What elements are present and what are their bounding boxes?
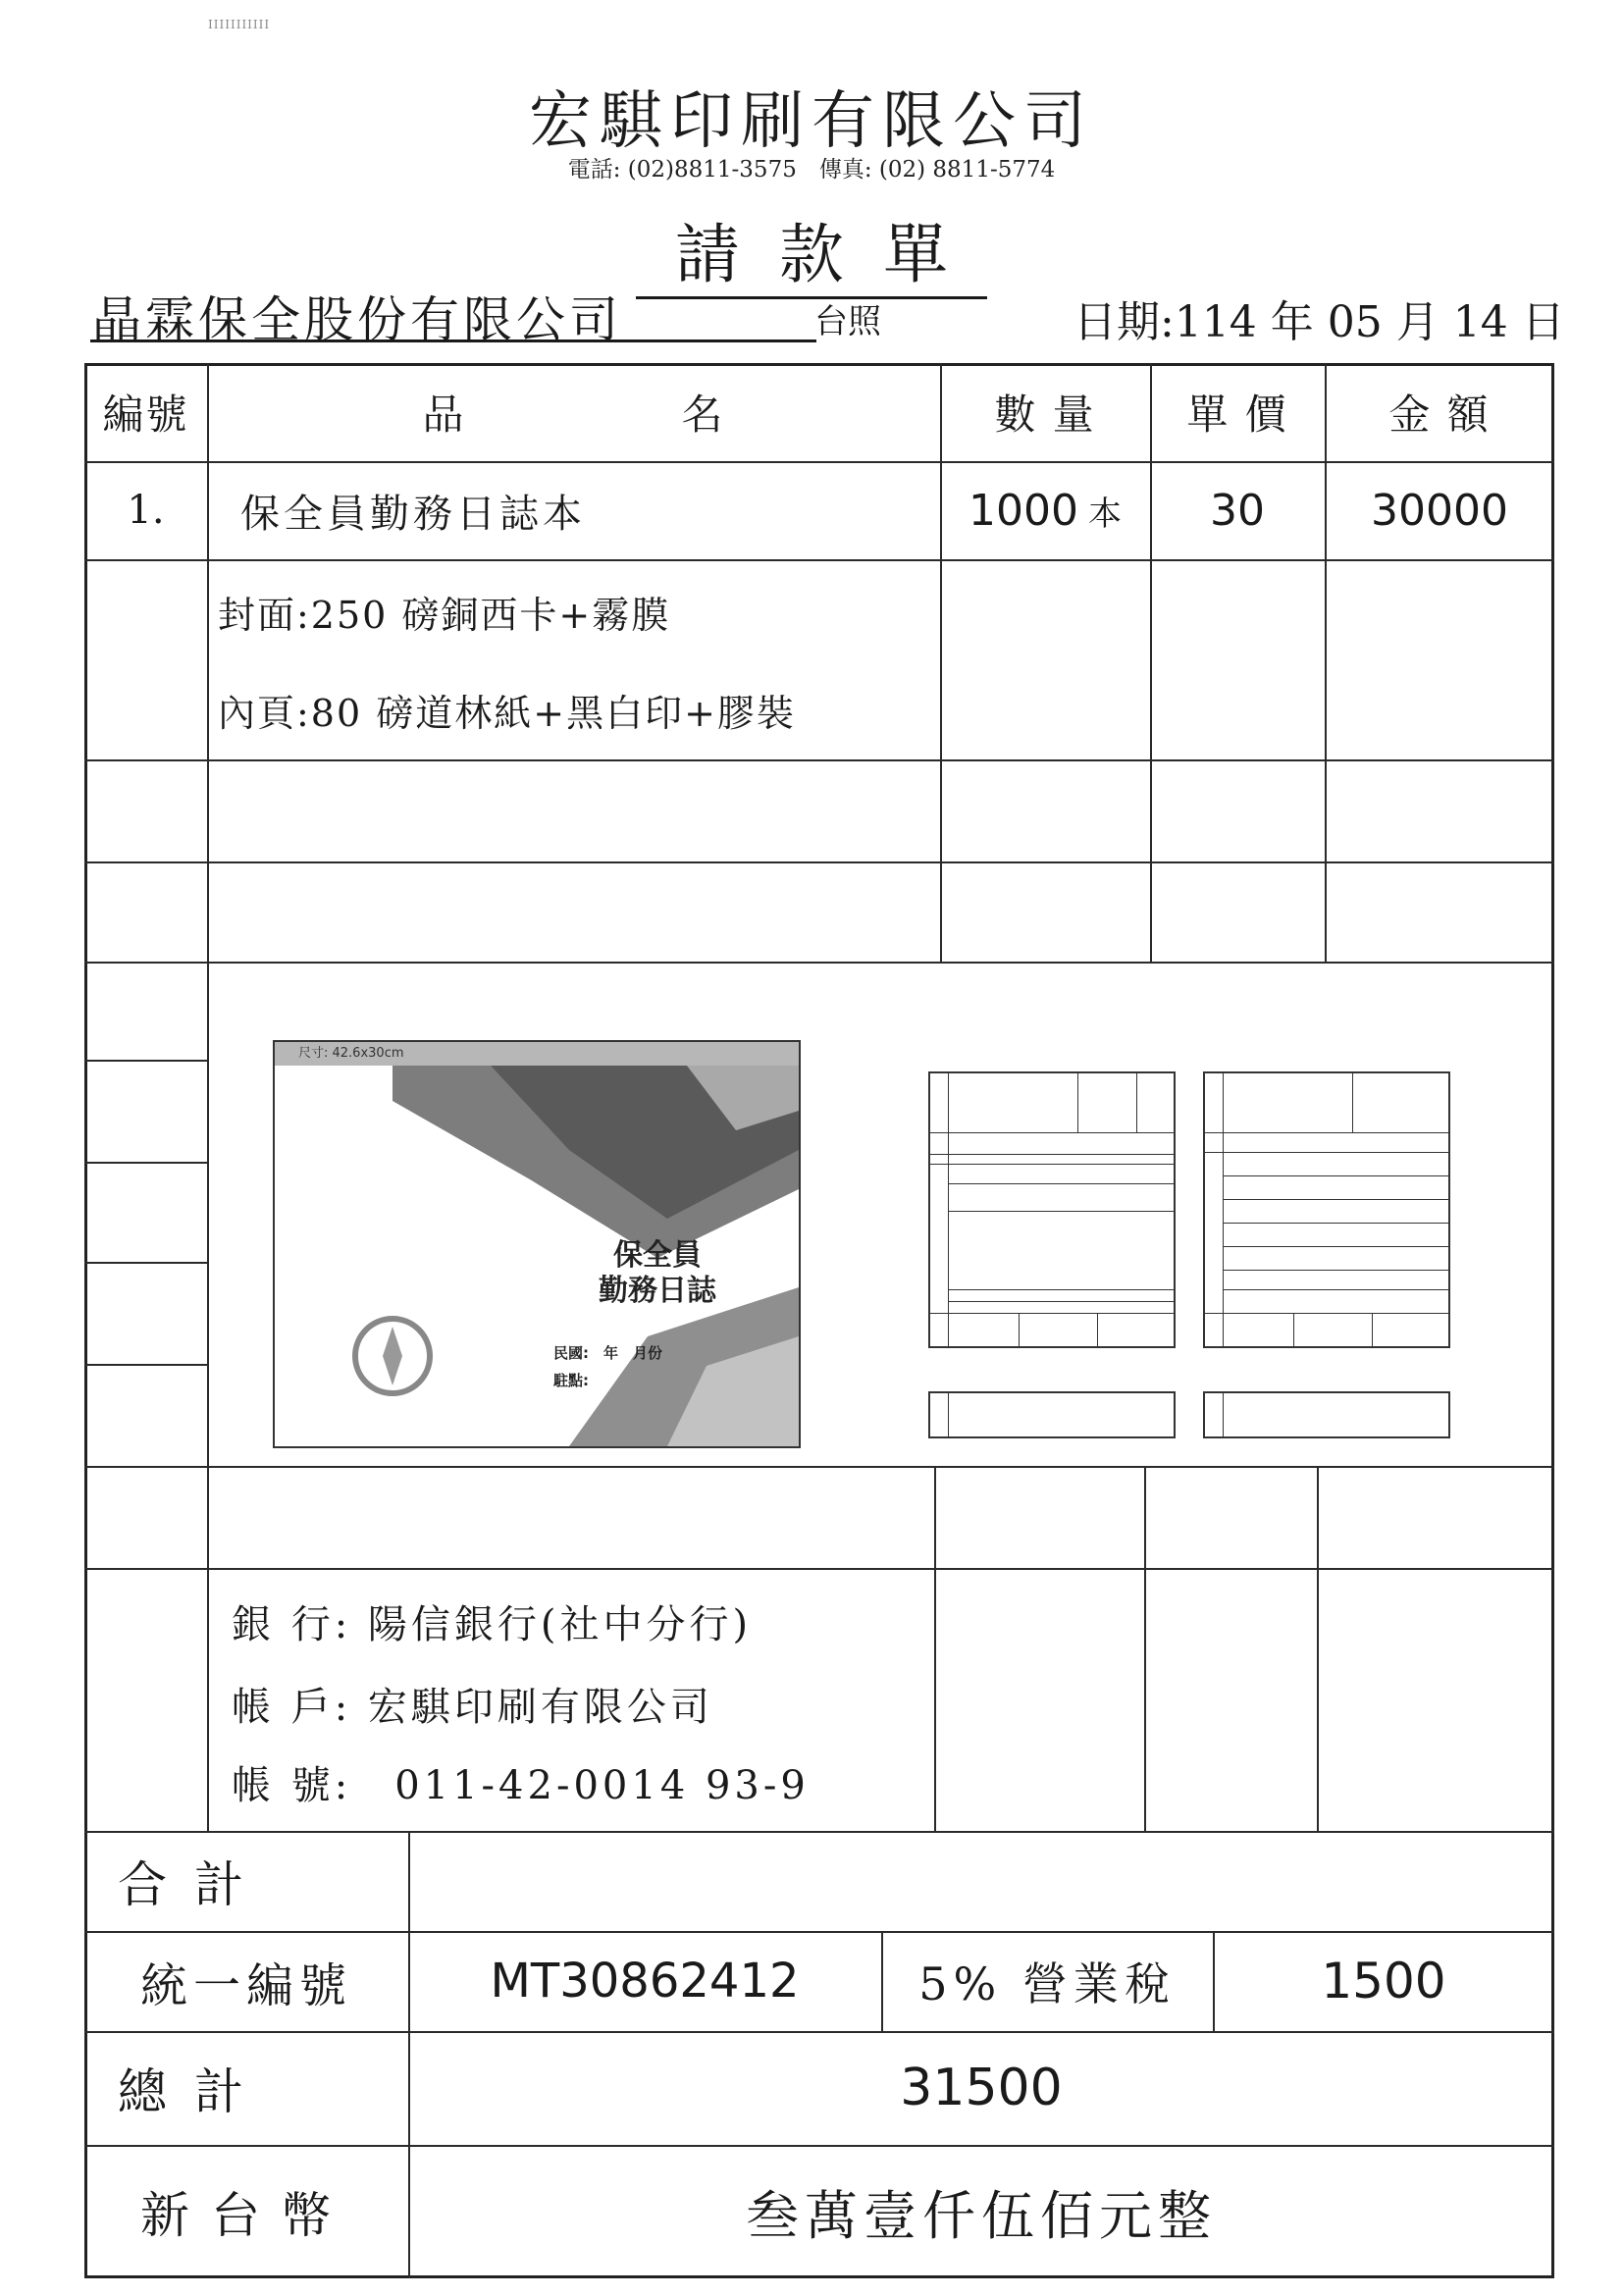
customer-underline	[90, 339, 816, 342]
form-rule	[948, 1183, 1174, 1184]
item-qty-cell	[940, 461, 1150, 559]
spec-inner: 內頁:80 磅道林紙+黑白印+膠裝	[218, 692, 796, 735]
subtotal-label: 合計	[118, 1856, 271, 1913]
form-rule	[1223, 1073, 1224, 1346]
col-header-qty: 數 量	[994, 391, 1096, 439]
col-line	[1317, 1466, 1319, 1831]
company-contact: 電話: (02)8811-3575 傳真: (02) 8811-5774	[567, 157, 1056, 183]
item-no: 1.	[127, 488, 165, 533]
form-rule	[1293, 1313, 1294, 1346]
form-rule	[1352, 1073, 1353, 1132]
cover-title	[599, 1238, 716, 1309]
form-rule	[948, 1211, 1174, 1212]
form-preview-page-1	[928, 1071, 1176, 1348]
item-name: 保全員勤務日誌本	[240, 491, 586, 537]
row-line	[84, 1262, 207, 1264]
item-amount: 30000	[1371, 485, 1508, 536]
form-preview-page-2	[1203, 1071, 1450, 1348]
total-amount: 31500	[900, 2059, 1063, 2117]
col-line	[1144, 1466, 1146, 1831]
scan-mark: IIIIIIIIIII	[208, 18, 271, 31]
row-line	[84, 759, 1554, 761]
form-rule	[1205, 1152, 1448, 1153]
form-rule	[930, 1313, 1174, 1314]
row-line	[84, 861, 1554, 863]
document-title-text: 請款單	[636, 217, 987, 299]
bank-account-name: 帳 戶: 宏騏印刷有限公司	[232, 1685, 713, 1730]
row-line	[84, 962, 1554, 964]
col-header-amount: 金 額	[1388, 391, 1491, 439]
invoice-date: 日期:114 年 05 月 14 日	[1073, 297, 1565, 347]
form-rule	[948, 1301, 1174, 1302]
form-rule	[1077, 1073, 1078, 1132]
form-rule	[1097, 1313, 1098, 1346]
form-preview-page-2-notes	[1203, 1391, 1450, 1438]
col-header-name: 品 名	[422, 391, 725, 439]
row-line	[84, 1466, 1554, 1468]
row-line	[84, 559, 1554, 561]
customer-suffix: 台照	[814, 302, 881, 341]
form-rule	[1223, 1393, 1224, 1436]
cover-graphic	[275, 1042, 799, 1446]
form-rule	[1223, 1175, 1448, 1176]
row-line	[84, 1060, 207, 1062]
form-rule	[1205, 1132, 1448, 1133]
business-tax-label: 5% 營業稅	[918, 1957, 1176, 2010]
form-rule	[1223, 1199, 1448, 1200]
form-rule	[930, 1164, 1174, 1165]
total-label: 總計	[118, 2063, 271, 2120]
form-rule	[948, 1393, 949, 1436]
form-rule	[1019, 1313, 1020, 1346]
form-rule	[1223, 1246, 1448, 1247]
form-rule	[1223, 1289, 1448, 1290]
row-line	[84, 1162, 207, 1164]
col-header-no: 編號	[102, 391, 189, 439]
item-qty: 1000	[969, 485, 1078, 536]
row-line	[84, 1568, 1554, 1570]
company-name: 宏騏印刷有限公司	[529, 85, 1094, 158]
cover-title-line-1: 保全員	[613, 1238, 702, 1273]
cover-preview-image	[273, 1040, 801, 1448]
tax-id-label: 統一編號	[139, 1957, 352, 2013]
col-header-unit-price: 單 價	[1186, 391, 1288, 439]
bank-name: 銀 行: 陽信銀行(社中分行)	[232, 1602, 753, 1647]
row-line	[84, 1364, 207, 1366]
cover-size-note: 尺寸: 42.6x30cm	[275, 1042, 799, 1066]
col-line	[934, 1466, 936, 1831]
bank-account-number: 帳 號: 011-42-0014 93-9	[232, 1763, 810, 1808]
form-rule	[1223, 1223, 1448, 1224]
form-preview-page-1-notes	[928, 1391, 1176, 1438]
form-rule	[1372, 1313, 1373, 1346]
form-rule	[930, 1154, 1174, 1155]
cover-station: 駐點:	[553, 1372, 589, 1389]
form-rule	[1223, 1270, 1448, 1271]
cover-title-line-2: 勤務日誌	[599, 1274, 716, 1308]
business-tax-amount: 1500	[1321, 1953, 1446, 2009]
form-rule	[1205, 1313, 1448, 1314]
form-rule	[1136, 1073, 1137, 1132]
tax-id-value: MT30862412	[490, 1954, 800, 2009]
col-line	[207, 363, 209, 1831]
form-rule	[930, 1132, 1174, 1133]
customer-name: 晶霖保全股份有限公司	[92, 291, 622, 348]
spec-cover: 封面:250 磅銅西卡+霧膜	[218, 594, 671, 637]
form-rule	[948, 1289, 1174, 1290]
cover-period: 民國: 年 月份	[553, 1344, 662, 1362]
item-unit-price: 30	[1210, 485, 1265, 536]
item-qty-unit: 本	[1087, 494, 1122, 534]
amount-in-words: 叁萬壹仟伍佰元整	[746, 2184, 1217, 2247]
currency-label: 新台幣	[140, 2187, 352, 2244]
form-rule	[948, 1073, 949, 1346]
